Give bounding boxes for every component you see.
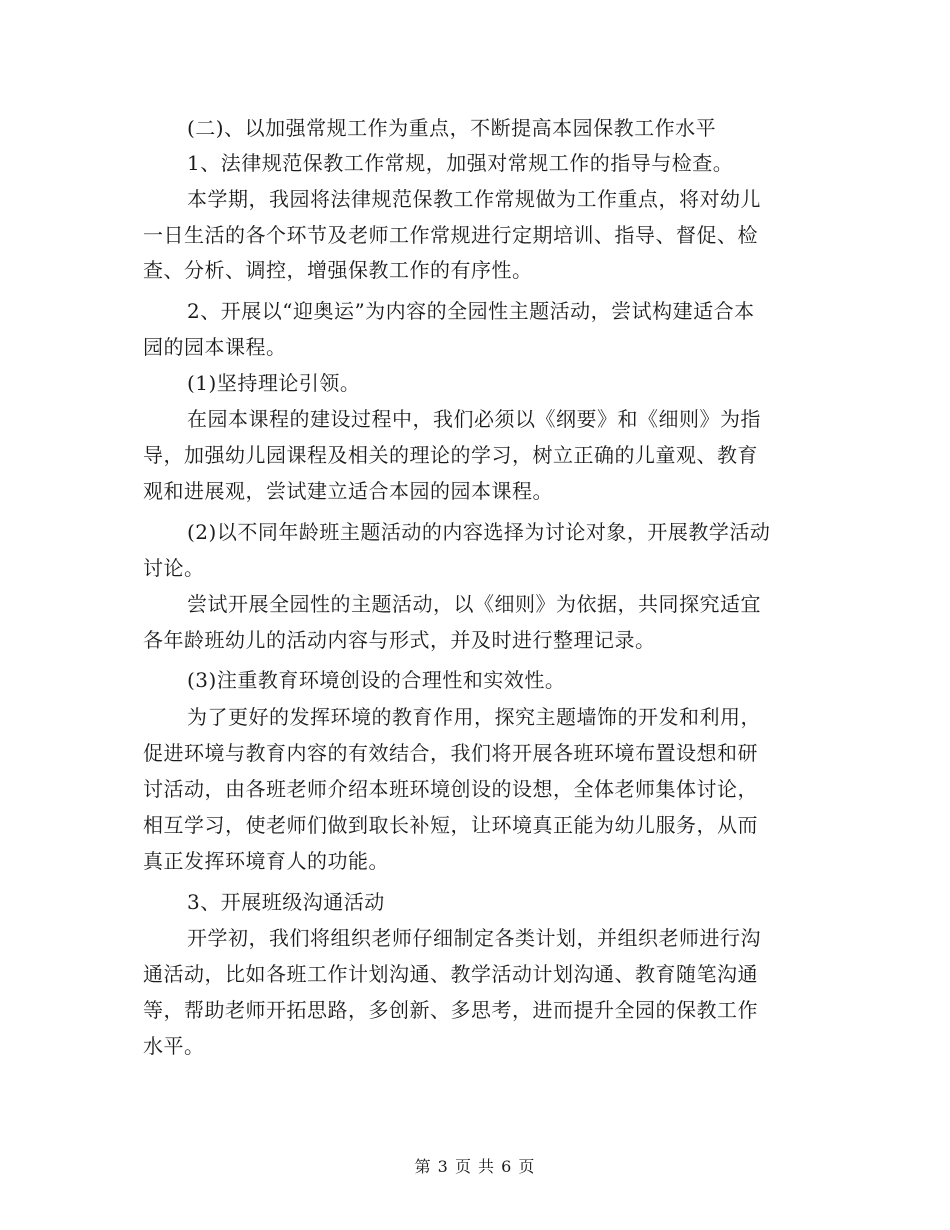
subitem-heading: (2)以不同年龄班主题活动的内容选择为讨论对象，开展教学活动: [187, 520, 771, 544]
subitem-heading: 讨论。: [143, 556, 205, 580]
paragraph-line: 在园本课程的建设过程中，我们必须以《纲要》和《细则》为指: [187, 407, 761, 431]
paragraph-line: 导，加强幼儿园课程及相关的理论的学习，树立正确的儿童观、教育: [143, 443, 758, 467]
paragraph-line: 为了更好的发挥环境的教育作用，探究主题墙饰的开发和利用，: [187, 705, 761, 729]
paragraph-line: 本学期，我园将法律规范保教工作常规做为工作重点，将对幼儿: [187, 187, 761, 211]
paragraph-line: 水平。: [143, 1034, 205, 1058]
page-number-footer: 第 3 页 共 6 页: [414, 1157, 536, 1176]
paragraph-line: 等，帮助老师开拓思路，多创新、多思考，进而提升全园的保教工作: [143, 998, 758, 1022]
paragraph-line: 一日生活的各个环节及老师工作常规进行定期培训、指导、督促、检: [143, 223, 758, 247]
item-heading: 1、法律规范保教工作常规，加强对常规工作的指导与检查。: [187, 151, 734, 175]
subitem-heading: (1)坚持理论引领。: [187, 371, 361, 395]
item-heading: 园的园本课程。: [143, 335, 287, 359]
section-heading: (二)、以加强常规工作为重点，不断提高本园保教工作水平: [187, 116, 717, 140]
paragraph-line: 各年龄班幼儿的活动内容与形式，并及时进行整理记录。: [143, 628, 656, 652]
paragraph-line: 开学初，我们将组织老师仔细制定各类计划，并组织老师进行沟: [187, 926, 761, 950]
subitem-heading: (3)注重教育环境创设的合理性和实效性。: [187, 668, 566, 692]
item-heading: 3、开展班级沟通活动: [187, 890, 385, 914]
paragraph-line: 通活动，比如各班工作计划沟通、教学活动计划沟通、教育随笔沟通: [143, 962, 758, 986]
paragraph-line: 尝试开展全园性的主题活动，以《细则》为依据，共同探究适宜: [187, 592, 761, 616]
paragraph-line: 相互学习，使老师们做到取长补短，让环境真正能为幼儿服务，从而: [143, 813, 758, 837]
paragraph-line: 真正发挥环境育人的功能。: [143, 849, 389, 873]
paragraph-line: 讨活动，由各班老师介绍本班环境创设的设想，全体老师集体讨论，: [143, 777, 758, 801]
paragraph-line: 观和进展观，尝试建立适合本园的园本课程。: [143, 479, 553, 503]
item-heading: 2、开展以“迎奥运”为内容的全园性主题活动，尝试构建适合本: [187, 299, 755, 323]
paragraph-line: 促进环境与教育内容的有效结合，我们将开展各班环境布置设想和研: [143, 741, 758, 765]
paragraph-line: 查、分析、调控，增强保教工作的有序性。: [143, 258, 533, 282]
